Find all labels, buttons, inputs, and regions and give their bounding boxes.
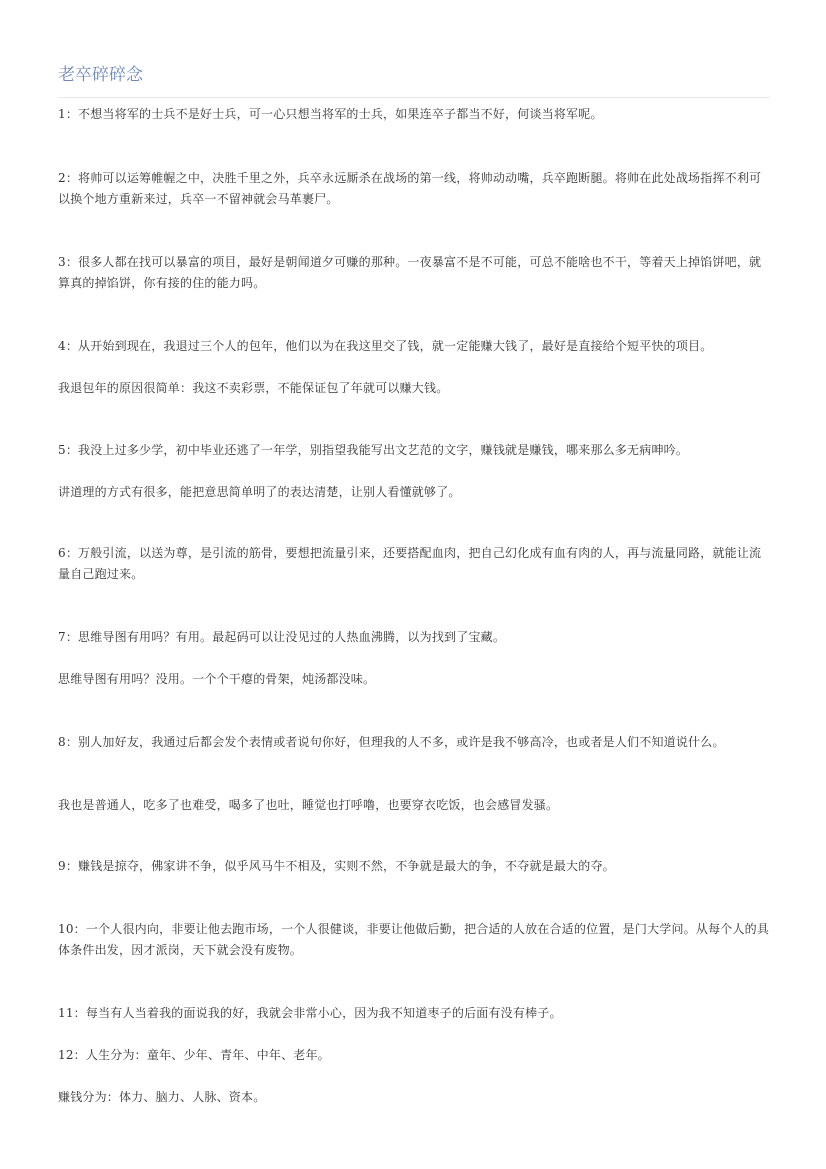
page-title: 老卒碎碎念 — [58, 65, 143, 85]
paragraph-5: 5：我没上过多少学，初中毕业还逃了一年学，别指望我能写出文艺范的文字，赚钱就是赚钱，哪来那么多无病呻吟。 — [58, 443, 689, 457]
paragraph-9: 9：赚钱是掠夺，佛家讲不争，似乎风马牛不相及，实则不然，不争就是最大的争，不夺就是最大的夺。 — [58, 859, 615, 873]
paragraph-4: 4：从开始到现在，我退过三个人的包年，他们以为在我这里交了钱，就一定能赚大钱了，最好是直接给个短平快的项目。 — [58, 339, 713, 353]
paragraph-4-continued: 我退包年的原因很简单：我这不卖彩票，不能保证包了年就可以赚大钱。 — [58, 381, 449, 395]
paragraph-11: 11：每当有人当着我的面说我的好，我就会非常小心，因为我不知道枣子的后面有没有棒子。 — [58, 1006, 562, 1020]
paragraph-12: 12：人生分为：童年、少年、青年、中年、老年。 — [58, 1048, 330, 1062]
paragraph-6: 6：万般引流，以送为尊，是引流的筋骨，要想把流量引来，还要搭配血肉，把自己幻化成有血有肉的人，再与流量同路，就能让流量自己跑过来。 — [58, 546, 762, 581]
paragraph-8: 8：别人加好友，我通过后都会发个表情或者说句你好，但理我的人不多，或许是我不够高冷，也或者是人们不知道说什么。 — [58, 735, 725, 749]
title-divider — [58, 97, 770, 98]
paragraph-10: 10：一个人很内向，非要让他去跑市场，一个人很健谈，非要让他做后勤，把合适的人放在合适的位置，是门大学问。从每个人的具体条件出发，因才派岗，天下就会没有废物。 — [58, 922, 770, 957]
paragraph-3: 3：很多人都在找可以暴富的项目，最好是朝闻道夕可赚的那种。一夜暴富不是不可能，可总不能啥也不干，等着天上掉馅饼吧，就算真的掉馅饼，你有接的住的能力吗。 — [58, 255, 762, 290]
paragraph-2: 2：将帅可以运筹帷幄之中，决胜千里之外，兵卒永远厮杀在战场的第一线，将帅动动嘴，兵卒跑断腿。将帅在此处战场指挥不利可以换个地方重新来过，兵卒一不留神就会马革裹尸。 — [58, 171, 762, 206]
paragraph-1: 1：不想当将军的士兵不是好士兵，可一心只想当将军的士兵，如果连卒子都当不好，何谈当将军呢。 — [58, 107, 603, 121]
paragraph-7: 7：思维导图有用吗？有用。最起码可以让没见过的人热血沸腾，以为找到了宝藏。 — [58, 630, 506, 644]
paragraph-7-continued: 思维导图有用吗？没用。一个个干瘪的骨架，炖汤都没味。 — [58, 672, 376, 686]
paragraph-8-continued: 我也是普通人，吃多了也难受，喝多了也吐，睡觉也打呼噜，也要穿衣吃饭，也会感冒发骚。 — [58, 798, 559, 812]
paragraph-12-continued: 赚钱分为：体力、脑力、人脉、资本。 — [58, 1090, 266, 1104]
paragraph-5-continued: 讲道理的方式有很多，能把意思简单明了的表达清楚，让别人看懂就够了。 — [58, 485, 461, 499]
